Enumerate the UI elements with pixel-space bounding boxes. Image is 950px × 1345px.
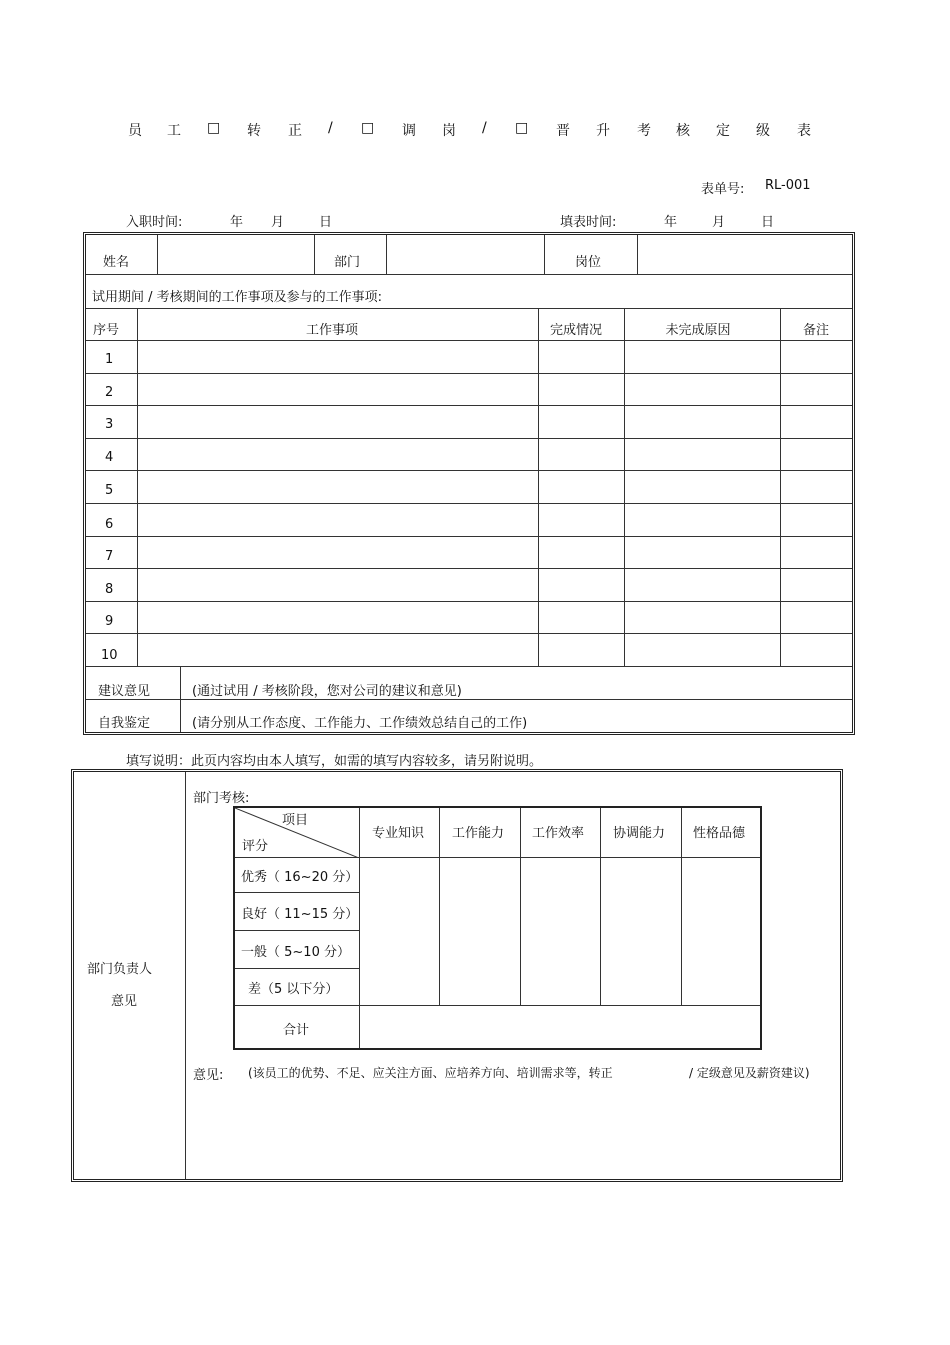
- row-number: 1: [105, 352, 114, 367]
- form-no-value: RL-001: [765, 178, 811, 193]
- opinion-label: 意见:: [193, 1068, 224, 1083]
- title-char: 升: [596, 123, 610, 139]
- total-field[interactable]: [360, 1006, 760, 1048]
- fill-day: 日: [761, 215, 775, 230]
- title-char: 正: [288, 123, 302, 139]
- work-intro: 试用期间 / 考核期间的工作事项及参与的工作事项:: [92, 290, 383, 305]
- title-char: 调: [402, 123, 416, 139]
- eval-col: 协调能力: [612, 826, 666, 841]
- title-char: 员: [128, 123, 142, 139]
- row-number: 6: [105, 517, 114, 532]
- dept-label: 部门: [334, 255, 361, 270]
- join-date-label: 入职时间:: [126, 215, 183, 230]
- form-no-label: 表单号:: [701, 182, 745, 197]
- join-day: 日: [319, 215, 333, 230]
- eval-level: 良好（ 11~15 分）: [241, 907, 359, 922]
- fill-note: 填写说明：此页内容均由本人填写，如需的填写内容较多，请另附说明。: [126, 754, 543, 769]
- eval-header-top: 项目: [282, 813, 309, 828]
- header-reason: 未完成原因: [665, 323, 731, 338]
- eval-level: 一般（ 5~10 分）: [241, 945, 350, 960]
- fill-year: 年: [664, 215, 678, 230]
- dept-eval-label: 部门考核:: [193, 791, 250, 806]
- form-title: [0, 120, 950, 140]
- title-char: □: [361, 120, 375, 136]
- eval-header-bottom: 评分: [242, 839, 269, 854]
- name-field[interactable]: [158, 236, 313, 273]
- row-number: 10: [101, 648, 118, 663]
- title-char: 级: [756, 123, 770, 139]
- row-number: 3: [105, 417, 114, 432]
- dept-field[interactable]: [387, 236, 543, 273]
- title-char: 定: [716, 123, 730, 139]
- suggest-text[interactable]: (通过试用 / 考核阶段，您对公司的建议和意见): [192, 684, 462, 699]
- header-seq: 序号: [93, 323, 120, 338]
- header-item: 工作事项: [305, 323, 359, 338]
- title-char: /: [482, 120, 487, 136]
- row-number: 8: [105, 582, 114, 597]
- eval-level: 优秀（ 16~20 分）: [241, 870, 359, 885]
- row-number: 9: [105, 614, 114, 629]
- title-char: 晋: [556, 123, 570, 139]
- suggest-label: 建议意见: [98, 684, 151, 699]
- row-number: 5: [105, 483, 114, 498]
- title-char: 考: [637, 123, 651, 139]
- header-note: 备注: [802, 323, 830, 338]
- header-status: 完成情况: [549, 323, 603, 338]
- eval-col: 工作效率: [531, 826, 585, 841]
- title-char: □: [207, 120, 221, 136]
- eval-col: 性格品德: [692, 826, 746, 841]
- join-year: 年: [230, 215, 244, 230]
- post-field[interactable]: [638, 236, 851, 273]
- eval-col: 专业知识: [371, 826, 425, 841]
- opinion-text[interactable]: (该员工的优势、不足、应关注方面、应培养方向、培训需求等，转正: [248, 1066, 613, 1080]
- title-char: 表: [797, 123, 811, 139]
- title-char: □: [515, 120, 529, 136]
- eval-level: 差（5 以下分）: [248, 982, 339, 997]
- post-label: 岗位: [575, 255, 602, 270]
- title-char: 转: [247, 123, 261, 139]
- dept-head-label-2: 意见: [111, 994, 138, 1009]
- name-label: 姓名: [103, 255, 130, 270]
- fill-month: 月: [712, 215, 726, 230]
- self-text[interactable]: (请分别从工作态度、工作能力、工作绩效总结自己的工作): [192, 716, 528, 731]
- opinion-text-2: / 定级意见及薪资建议): [689, 1066, 810, 1080]
- row-number: 4: [105, 450, 114, 465]
- title-char: 工: [167, 123, 181, 139]
- dept-head-label: 部门负责人: [87, 962, 153, 977]
- eval-col: 工作能力: [451, 826, 505, 841]
- row-number: 7: [105, 549, 114, 564]
- self-label: 自我鉴定: [98, 716, 151, 731]
- fill-date-label: 填表时间:: [560, 215, 617, 230]
- total-label: 合计: [283, 1023, 310, 1038]
- title-char: 岗: [442, 123, 456, 139]
- join-month: 月: [271, 215, 285, 230]
- title-char: /: [328, 120, 333, 136]
- row-number: 2: [105, 385, 114, 400]
- title-char: 核: [676, 123, 690, 139]
